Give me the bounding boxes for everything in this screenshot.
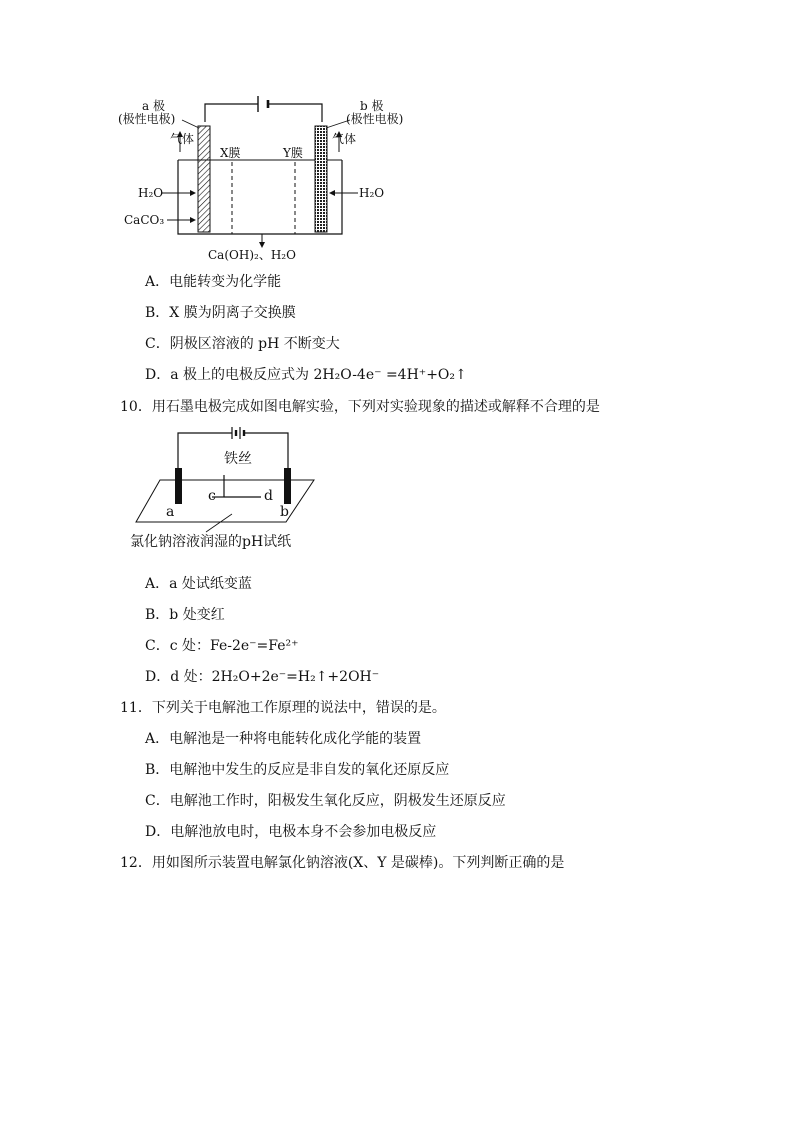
paper-label: 氯化钠溶液润湿的pH试纸: [130, 534, 292, 550]
point-a-label: a: [166, 504, 175, 520]
h2o-right-label: H₂O: [359, 186, 385, 200]
q10-option-a: A．a 处试纸变蓝: [145, 576, 252, 592]
wire-label: 铁丝: [224, 451, 252, 467]
q12-stem: 12．用如图所示装置电解氯化钠溶液(X、Y 是碳棒)。下列判断正确的是: [120, 855, 565, 871]
q10-option-b: B．b 处变红: [145, 607, 225, 623]
q9-option-d: D．a 极上的电极反应式为 2H₂O-4e⁻ =4H⁺+O₂↑: [145, 367, 467, 383]
q9-option-b: B．X 膜为阴离子交换膜: [145, 305, 296, 321]
a-electrode-title: a 极: [142, 99, 165, 113]
output-label: Ca(OH)₂、H₂O: [208, 248, 296, 262]
q11-option-b: B．电解池中发生的反应是非自发的氧化还原反应: [145, 762, 450, 778]
point-d-label: d: [264, 488, 273, 504]
caco3-label: CaCO₃: [124, 213, 165, 227]
q10-option-c: C．c 处：Fe-2e⁻=Fe²⁺: [145, 638, 299, 654]
y-membrane-label: Y膜: [283, 146, 303, 160]
a-electrode-sub: (极性电极): [118, 112, 176, 126]
electrode-b-bar: [284, 468, 291, 504]
point-c-label: c: [208, 488, 216, 504]
q11-option-a: A．电解池是一种将电能转化成化学能的装置: [145, 731, 422, 747]
gas-right-label: 气体: [332, 132, 357, 146]
q10-stem: 10．用石墨电极完成如图电解实验，下列对实验现象的描述或解释不合理的是: [120, 399, 600, 415]
electrolysis-cell-figure: [110, 92, 420, 264]
b-electrode-title: b 极: [360, 99, 384, 113]
electrode-a-bar: [175, 468, 182, 504]
q10-option-d: D．d 处：2H₂O+2e⁻=H₂↑+2OH⁻: [145, 669, 380, 685]
gas-left-label: 气体: [170, 132, 195, 146]
q11-option-c: C．电解池工作时，阳极发生氧化反应，阴极发生还原反应: [145, 793, 506, 809]
electrode-a: [198, 126, 210, 232]
q9-option-c: C．阴极区溶液的 pH 不断变大: [145, 336, 340, 352]
h2o-left-label: H₂O: [138, 186, 164, 200]
q9-option-a: A．电能转变为化学能: [145, 274, 282, 290]
q11-stem: 11．下列关于电解池工作原理的说法中，错误的是。: [120, 700, 446, 716]
ph-paper-figure: [126, 424, 326, 552]
point-b-label: b: [280, 504, 289, 520]
x-membrane-label: X膜: [220, 146, 241, 160]
q11-option-d: D．电解池放电时，电极本身不会参加电极反应: [145, 824, 437, 840]
b-electrode-sub: (极性电极): [346, 112, 404, 126]
electrode-b: [315, 126, 327, 232]
